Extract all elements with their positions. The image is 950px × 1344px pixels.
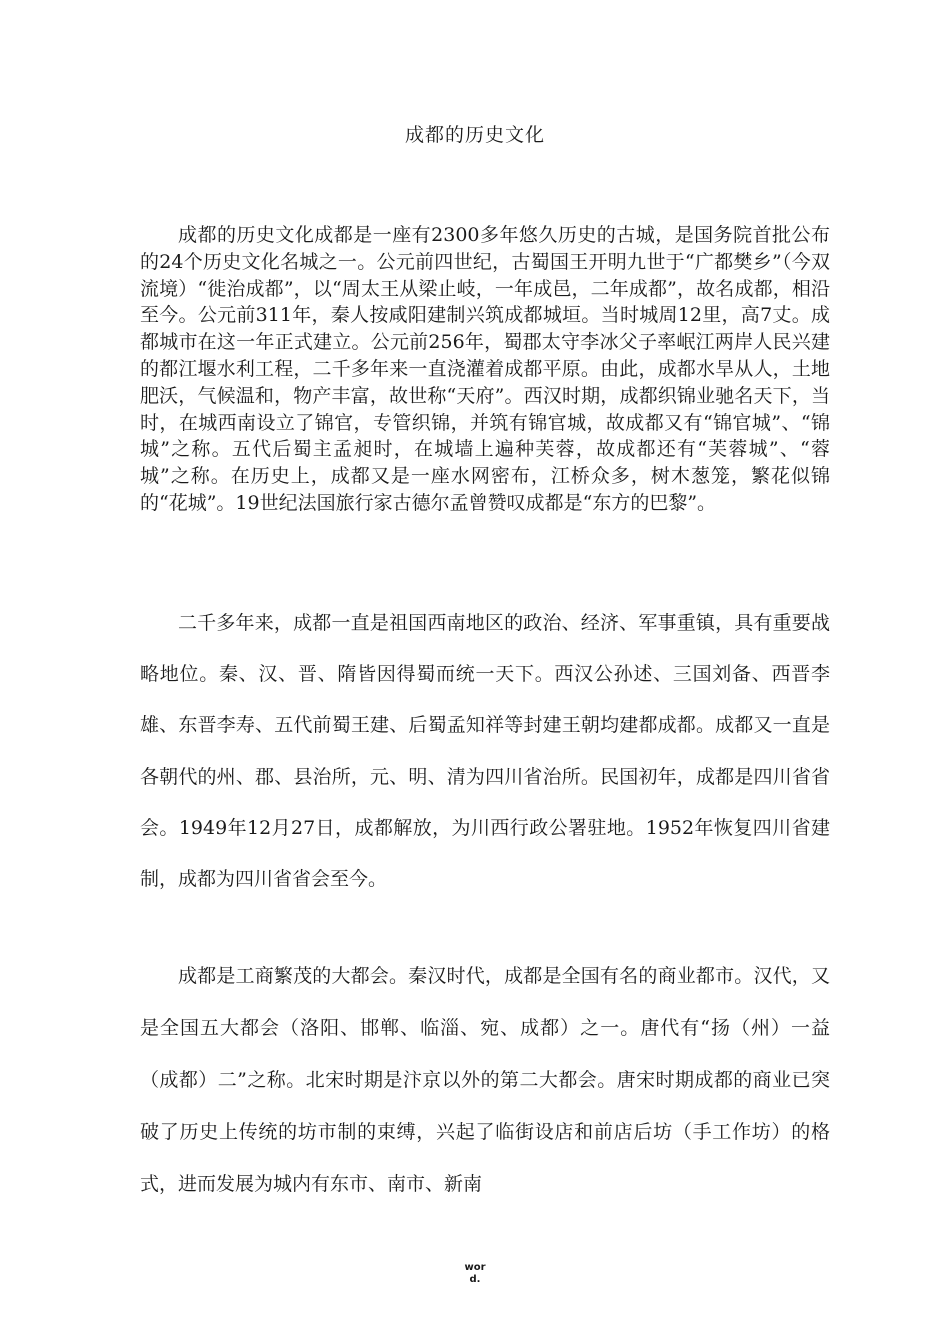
paragraph-commerce: 成都是工商繁茂的大都会。秦汉时代，成都是全国有名的商业都市。汉代，又是全国五大都会（洛阳、邯郸、临淄、宛、成都）之一。唐代有“扬（州）一益（成都）二”之称。北宋时期是汴京以外的第二大都会。唐宋时期成都的商业已突破了历史上传统的坊市制的束缚，兴起了临街设店和前店后坊（手工作坊）的格式，进而发展为城内有东市、南市、新南 — [140, 965, 830, 1195]
paragraph-strategic-position: 二千多年来，成都一直是祖国西南地区的政治、经济、军事重镇，具有重要战略地位。秦、汉、晋、隋皆因得蜀而统一天下。西汉公孙述、三国刘备、西晋李雄、东晋李寿、五代前蜀王建、后蜀孟知祥等封建王朝均建都成都。成都又一直是各朝代的州、郡、县治所，元、明、清为四川省治所。民国初年，成都是四川省省会。1949年12月27日，成都解放，为川西行政公署驻地。1952年恢复四川省建制，成都为四川省省会至今。 — [140, 612, 830, 891]
page-title: 成都的历史文化 — [404, 124, 545, 146]
footer-line-1: wor — [464, 1262, 486, 1273]
page-footer — [0, 1262, 950, 1286]
paragraph-history-overview: 成都的历史文化成都是一座有2300多年悠久历史的古城，是国务院首批公布的24个历史文化名城之一。公元前四世纪，古蜀国王开明九世于“广都樊乡”（今双流境）“徙治成都”，以“周太王从梁止岐，一年成邑，二年成都”，故名成都，相沿至今。公元前311年，秦人按咸阳建制兴筑成都城垣。当时城周12里，高7丈。成都城市在这一年正式建立。公元前256年，蜀郡太守李冰父子率岷江两岸人民兴建的都江堰水利工程，二千多年来一直浇灌着成都平原。由此，成都水旱从人，土地肥沃，气候温和，物产丰富，故世称“天府”。西汉时期，成都织锦业驰名天下，当时，在城西南设立了锦官，专管织锦，并筑有锦官城，故成都又有“锦官城”、“锦城”之称。五代后蜀主孟昶时，在城墙上遍种芙蓉，故成都还有“芙蓉城”、“蓉城”之称。在历史上，成都又是一座水网密布，江桥众多，树木葱笼，繁花似锦的“花城”。19世纪法国旅行家古德尔孟曾赞叹成都是“东方的巴黎”。 — [140, 224, 830, 514]
footer-line-2: d. — [469, 1274, 481, 1285]
